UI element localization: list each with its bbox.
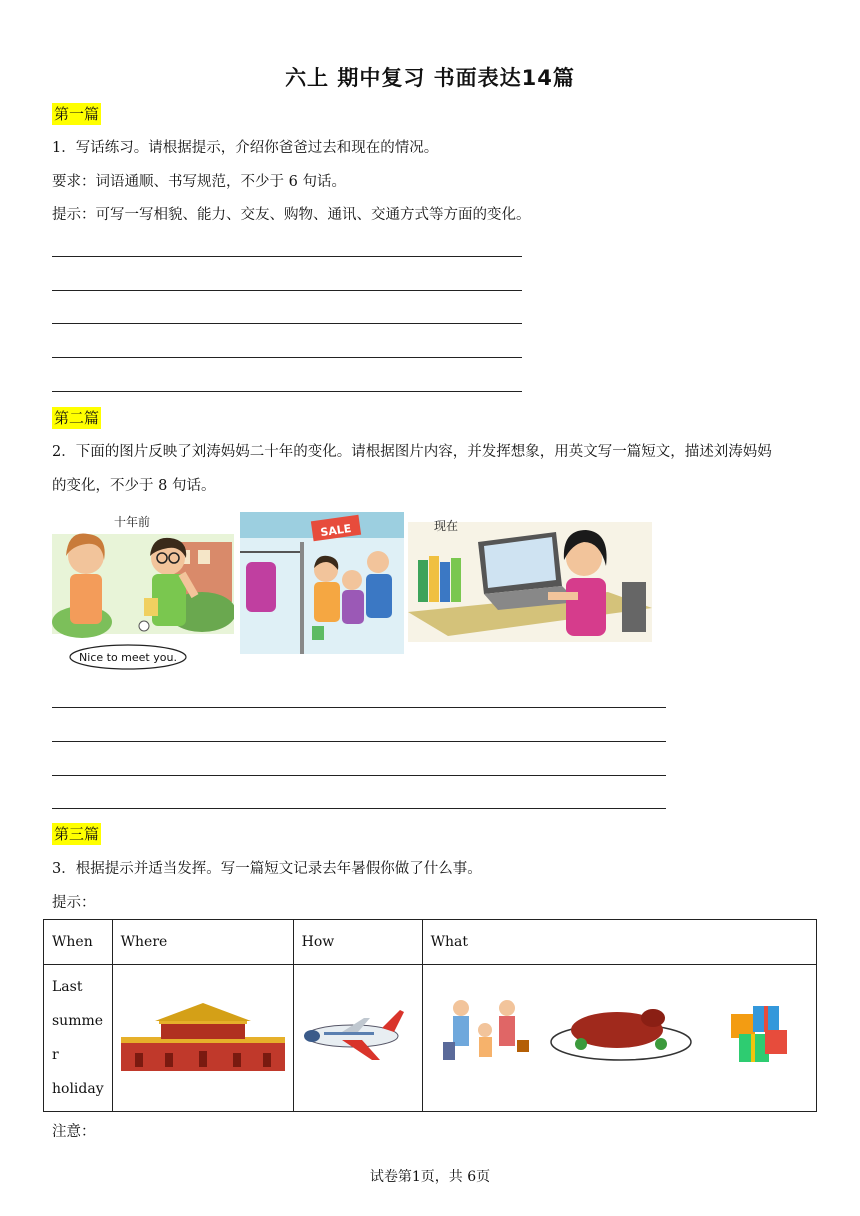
header-how: How: [293, 920, 422, 965]
answer-line[interactable]: [52, 741, 666, 742]
airplane-image: [302, 1006, 406, 1066]
answer-line[interactable]: [52, 391, 522, 392]
answer-line[interactable]: [52, 808, 666, 809]
gift-boxes-image: [731, 1006, 787, 1062]
tiananmen-image: [121, 1001, 285, 1071]
section-1-label: 第一篇: [54, 105, 100, 123]
section-3-label: 第三篇: [54, 825, 100, 843]
header-what: What: [422, 920, 816, 965]
header-when: When: [44, 920, 113, 965]
table-header-row: [44, 920, 817, 965]
section-2-question-line2: 的变化，不少于 8 句话。: [52, 478, 216, 494]
speech-bubble: [66, 642, 186, 670]
answer-line[interactable]: [52, 357, 522, 358]
panel-shopping: [240, 512, 404, 654]
section-1-requirement: 要求：词语通顺、书写规范，不少于 6 句话。: [52, 174, 346, 190]
header-where: Where: [112, 920, 293, 965]
when-cell: [44, 965, 113, 1112]
when-line: Last: [52, 979, 83, 995]
section-2-label: 第二篇: [54, 409, 100, 427]
mother-change-picture: [52, 512, 652, 672]
section-3-question: 3．根据提示并适当发挥。写一篇短文记录去年暑假你做了什么事。: [52, 861, 482, 877]
section-1-question: 1．写话练习。请根据提示，介绍你爸爸过去和现在的情况。: [52, 140, 439, 156]
section-3-hint-label: 提示：: [52, 895, 96, 911]
label-ten-years-ago: 十年前: [114, 515, 151, 529]
sale-sign-text: SALE: [319, 521, 353, 540]
speech-text: Nice to meet you.: [79, 651, 177, 664]
activities-images: [431, 994, 801, 1078]
section-1-hint: 提示：可写一写相貌、能力、交友、购物、通讯、交通方式等方面的变化。: [52, 207, 531, 223]
hint-table: [43, 919, 817, 1112]
panel-now: [408, 512, 652, 654]
answer-line[interactable]: [52, 775, 666, 776]
label-now: 现在: [434, 519, 459, 533]
answer-line[interactable]: [52, 256, 522, 257]
family-travel-image: [443, 1000, 529, 1060]
when-line: r: [52, 1047, 59, 1063]
what-cell: [422, 965, 816, 1112]
where-cell: [112, 965, 293, 1112]
panel-ten-years-ago: [52, 512, 234, 654]
section-2-question-line1: 2．下面的图片反映了刘涛妈妈二十年的变化。请根据图片内容，并发挥想象，用英文写一篇短文，描述刘涛妈妈: [52, 444, 772, 460]
when-line: summe: [52, 1013, 104, 1029]
table-row: [44, 965, 817, 1112]
page-footer: 试卷第1页，共 6页: [369, 1169, 491, 1185]
roast-duck-image: [551, 1009, 691, 1060]
how-cell: [293, 965, 422, 1112]
answer-line[interactable]: [52, 707, 666, 708]
page-title: 六上 期中复习 书面表达14篇: [285, 66, 575, 90]
answer-line[interactable]: [52, 323, 522, 324]
note-label: 注意：: [52, 1124, 96, 1140]
when-line: holiday: [52, 1081, 104, 1097]
answer-line[interactable]: [52, 290, 522, 291]
